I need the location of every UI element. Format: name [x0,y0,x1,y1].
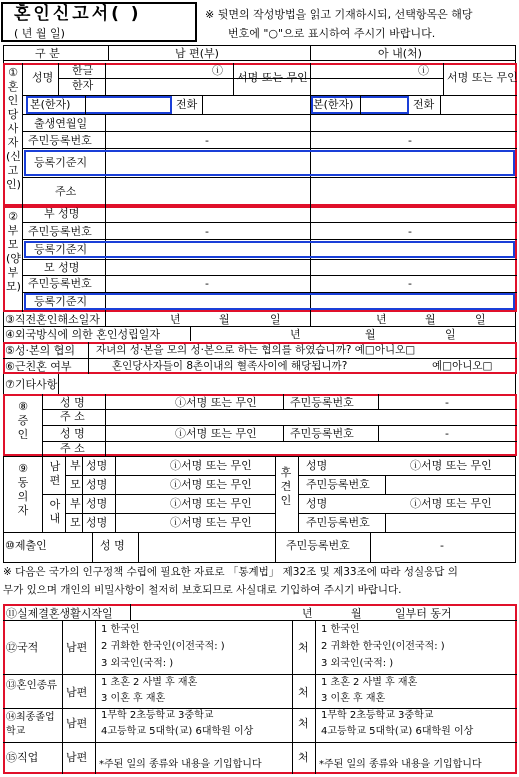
row12-label: ⑫국적 [6,641,39,654]
g2-rrn-label: 주민등록번호 [306,516,370,529]
name-label: 성명 [32,71,54,84]
row4-year: 년 [290,328,301,341]
row3-label: ③직전혼인해소일자 [5,313,100,326]
h-father-name: 성명 [86,459,108,472]
witness1-rrn-dash: - [445,396,449,409]
h-father-label: 부 [70,459,81,472]
row11-year: 년 [302,607,313,620]
registry-field[interactable] [24,150,515,176]
row15-husband: 남편 [66,751,88,764]
row12-h-opt2: 2 귀화한 한국인(이전국적: ) [101,641,225,652]
row5-label: ⑤성·본의 협의 [5,344,75,357]
row11-month: 월 [351,607,362,620]
mother-rrn-dash: - [205,277,209,290]
row3-w-day: 일 [475,313,486,326]
mother-registry-field[interactable] [24,293,515,310]
row15-w-text: *주된 일의 종류와 내용을 기입합니다 [319,759,482,770]
row15-h-text: *주된 일의 종류와 내용을 기입합니다 [99,759,262,770]
husband-sign-label: 서명 또는 무인 [237,71,308,84]
witness1-name-label: 성 명 [60,396,85,409]
w-mother-sign: ⓘ서명 또는 무인 [170,516,252,529]
row15-label: ⑮직업 [6,751,39,764]
row14-h-opt2: 4고등학교 5대학(교) 6대학원 이상 [101,726,254,737]
address-label: 주소 [55,185,77,198]
date-line: ( 년 월 일) [14,27,65,40]
row11-text: 일부터 동거 [395,607,452,620]
section9-husband-label: 남편 [49,460,61,487]
row3-h-year: 년 [170,313,181,326]
row6-choice: 예□아니오□ [432,360,493,372]
row4-month: 월 [365,328,376,341]
row11-label: ⑪실제결혼생활시작일 [6,607,113,620]
row4-day: 일 [445,328,456,341]
row13-w-opt2: 3 이혼 후 재혼 [321,693,386,704]
g1-rrn-label: 주민등록번호 [306,478,370,491]
husband-bon-label: 본(한자) [30,98,71,111]
rrn-label: 주민등록번호 [28,134,92,147]
row13-wife: 처 [298,686,309,699]
row14-h-opt1: 1무학 2초등학교 3중학교 [101,710,214,721]
notice-line2: 번호에 "○"으로 표시하여 주시기 바랍니다. [228,27,436,40]
witness2-rrn-label: 주민등록번호 [290,427,354,440]
row13-h-opt2: 3 이혼 후 재혼 [101,693,166,704]
witness1-address-label: 주 소 [60,410,85,423]
father-name-label: 부 성명 [44,207,80,220]
g2-name-label: 성명 [306,497,328,510]
row12-w-opt1: 1 한국인 [321,624,360,635]
section1-label: ①혼인당사자(신고인) [6,66,21,191]
hangul-label: 한글 [72,64,94,77]
row12-h-opt3: 3 외국인(국적: ) [101,658,174,669]
header-wife: 아 내(처) [378,47,422,60]
wife-seal: ⓘ [418,64,429,77]
row3-h-day: 일 [270,313,281,326]
row12-w-opt2: 2 귀화한 한국인(이전국적: ) [321,641,445,652]
g2-sign: ⓘ서명 또는 무인 [410,497,492,510]
g1-name-label: 성명 [306,459,328,472]
row13-husband: 남편 [66,686,88,699]
row12-h-opt1: 1 한국인 [101,624,140,635]
hanja-label: 한자 [72,79,94,92]
row6-text: 혼인당사자들이 8촌이내의 혈족사이에 해당됩니까? [112,360,348,372]
mother-rrn-label: 주민등록번호 [28,277,92,290]
wife-father-rrn-dash: - [408,225,412,238]
w-father-name: 성명 [86,497,108,510]
wife-mother-rrn-dash: - [408,277,412,290]
row4-label: ④외국방식에 의한 혼인성립일자 [5,328,160,341]
notice2-line1: ※ 다음은 국가의 인구정책 수립에 필요한 자료로 「통계법」 제32조 및 제33조에 따라 성실응답 의 [3,566,458,578]
w-father-label: 부 [70,497,81,510]
witness2-name-label: 성 명 [60,427,85,440]
w-father-sign: ⓘ서명 또는 무인 [170,497,252,510]
row10-rrn: 주민등록번호 [286,539,350,552]
row15-wife: 처 [298,751,309,764]
notice-line1: ※ 뒷면의 작성방법을 읽고 기재하시되, 선택항목은 해당 [205,8,473,21]
row5-text: 자녀의 성·본을 모의 성·본으로 하는 협의를 하였습니까? 예□아니오□ [96,344,416,356]
husband-rrn-dash: - [205,134,209,147]
father-rrn-dash: - [205,225,209,238]
witness1-rrn-label: 주민등록번호 [290,396,354,409]
registry-label: 등록기준지 [34,156,88,169]
wife-bon-label: 본(한자) [313,98,354,111]
header-division: 구 분 [35,47,60,60]
g1-sign: ⓘ서명 또는 무인 [410,459,492,472]
row10-name: 성 명 [100,539,125,552]
witness2-rrn-dash: - [445,427,449,440]
section9-label: ⑨동의자 [17,462,29,517]
husband-seal: ⓘ [212,64,223,77]
section2-label: ②부모(양부모) [6,210,21,293]
mother-registry-label: 등록기준지 [34,295,88,308]
header-husband: 남 편(부) [175,47,219,60]
row13-w-opt1: 1 초혼 2 사별 후 재혼 [321,677,418,688]
row7-label: ⑦기타사항 [5,378,58,391]
row3-w-year: 년 [376,313,387,326]
section8-label: ⑧증인 [17,400,29,441]
row12-wife: 처 [298,641,309,654]
row13-label: ⑬혼인종류 [6,679,58,691]
w-mother-label: 모 [70,516,81,529]
husband-phone-label: 전화 [176,98,198,111]
row10-label: ⑩제출인 [5,539,47,552]
section9-wife-label: 아내 [49,498,61,525]
witness1-sign: ⓘ서명 또는 무인 [175,396,257,409]
h-mother-name: 성명 [86,478,108,491]
mother-name-label: 모 성명 [44,261,80,274]
wife-phone-label: 전화 [413,98,435,111]
w-mother-name: 성명 [86,516,108,529]
notice2-line2: 무가 있으며 개인의 비밀사항이 철저히 보호되므로 사실대로 기입하여 주시기 바랍니다. [3,584,402,596]
row14-husband: 남편 [66,717,88,730]
row14-w-opt2: 4고등학교 5대학(교) 6대학원 이상 [321,726,474,737]
h-mother-sign: ⓘ서명 또는 무인 [170,478,252,491]
guardian-label: 후견인 [280,466,292,507]
row14-w-opt1: 1무학 2초등학교 3중학교 [321,710,434,721]
h-mother-label: 모 [70,478,81,491]
h-father-sign: ⓘ서명 또는 무인 [170,459,252,472]
row14-wife: 처 [298,717,309,730]
wife-rrn-dash: - [408,134,412,147]
row13-h-opt1: 1 초혼 2 사별 후 재혼 [101,677,198,688]
form-title: 혼인신고서( ) [14,4,142,24]
birth-label: 출생연월일 [34,117,88,130]
row10-dash: - [440,539,444,552]
row12-husband: 남편 [66,641,88,654]
witness2-address-label: 주 소 [60,442,85,455]
wife-sign-label: 서명 또는 무인 [447,71,518,84]
row14-label: ⑭최종졸업학교 [6,712,55,737]
row12-w-opt3: 3 외국인(국적: ) [321,658,394,669]
row6-label: ⑥근친혼 여부 [5,360,72,373]
row3-w-month: 월 [425,313,436,326]
father-rrn-label: 주민등록번호 [28,225,92,238]
father-registry-field[interactable] [24,241,515,258]
row3-h-month: 월 [219,313,230,326]
father-registry-label: 등록기준지 [34,243,88,256]
witness2-sign: ⓘ서명 또는 무인 [175,427,257,440]
